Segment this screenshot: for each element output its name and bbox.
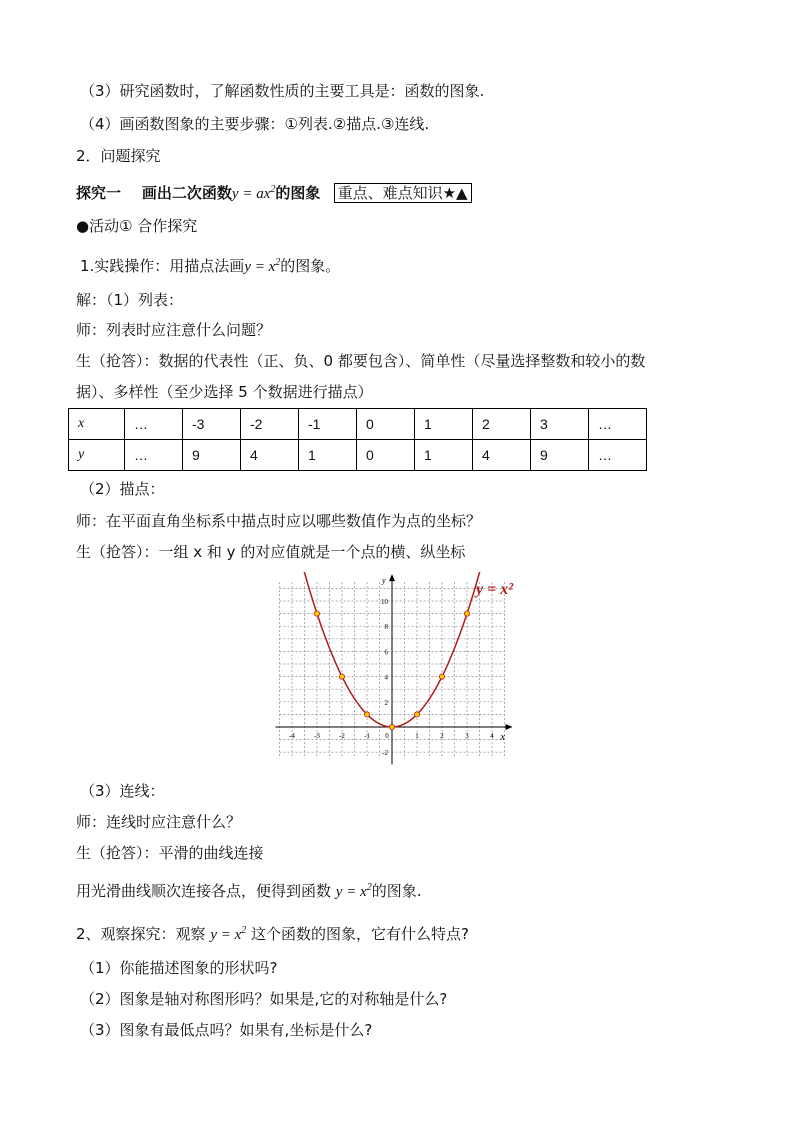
question-2: （2）图象是轴对称图形吗？如果是,它的对称轴是什么? [80,990,448,1008]
data-point [414,712,419,717]
x-axis-arrow-icon [506,724,513,730]
table-cell: 9 [183,440,241,471]
table-cell: … [125,409,183,440]
intro-item-4: （4）画函数图象的主要步骤：①列表.②描点.③连线. [80,115,430,133]
table-cell: -2 [241,409,299,440]
step-3: （3）连线： [80,782,165,800]
section-title: 2．问题探究 [76,147,161,165]
teacher-question-1: 师：列表时应注意什么问题？ [76,321,272,339]
explore-formula: $y = ax^2$ [231,184,276,202]
data-point [364,712,369,717]
x-tick-label: -2 [339,732,345,740]
table-cell: -1 [299,409,357,440]
table-cell: … [125,440,183,471]
x-tick-label: 3 [465,732,469,740]
chart-axes [276,574,513,764]
question-1: （1）你能描述图象的形状吗? [80,959,278,977]
x-axis-label: x [500,732,505,743]
chart-title: y = x² [476,581,514,598]
student-answer-2: 生（抢答）：一组 x 和 y 的对应值就是一个点的横、纵坐标 [76,543,466,561]
value-table [68,408,647,471]
x-tick-label: -1 [364,732,370,740]
step-2: （2）描点： [80,480,165,498]
table-cell: 0 [357,440,415,471]
table-cell: 1 [299,440,357,471]
y-tick-label: 4 [384,673,388,682]
teacher-question-2: 师：在平面直角坐标系中描点时应以哪些数值作为点的坐标？ [76,512,482,530]
key-point-badge: 重点、难点知识★▲ [334,183,472,203]
data-point [339,674,344,679]
data-point [464,611,469,616]
table-cell: 4 [473,440,531,471]
observe-prompt: 2、观察探究：观察 $y = x^2$ 这个函数的图象，它有什么特点? [76,925,469,943]
activity-heading: ●活动① 合作探究 [76,217,198,235]
x-tick-label: 4 [490,732,494,740]
table-cell: x [69,409,125,440]
student-answer-1-line-1: 生（抢答）：数据的代表性（正、负、0 都要包含）、简单性（尽量选择整数和较小的数 [76,352,646,370]
table-cell: … [589,409,647,440]
table-cell: 3 [531,409,589,440]
table-cell: 2 [473,409,531,440]
table-cell: -3 [183,409,241,440]
y-tick-label: 2 [384,698,388,707]
parabola-chart [262,572,532,768]
explore-heading [76,179,472,205]
x-tick-label: -4 [289,732,295,740]
solution-step-1: 解：（1）列表： [76,291,184,309]
y-tick-label: 6 [384,648,388,657]
data-point [389,724,394,729]
student-answer-1-line-2: 据）、多样性（至少选择 5 个数据进行描点） [76,383,373,401]
explore-title-post: 的图象 [275,184,321,202]
question-3: （3）图象有最低点吗？如果有,坐标是什么? [80,1021,373,1039]
table-row-x [69,409,647,440]
table-cell: 1 [415,440,473,471]
table-row-y [69,440,647,471]
data-point [314,611,319,616]
y-tick-label: 8 [384,623,388,632]
conclusion: 用光滑曲线顺次连接各点，便得到函数 $y = x^2$的图象. [76,882,422,900]
explore-label: 探究一 [76,184,122,202]
x-tick-label: 0 [385,732,389,740]
table-cell: 4 [241,440,299,471]
teacher-question-3: 师：连线时应注意什么？ [76,813,242,831]
data-point [439,674,444,679]
explore-title-pre: 画出二次函数 [141,184,232,202]
x-tick-label: 2 [440,732,444,740]
table-cell: 1 [415,409,473,440]
x-tick-label: 1 [415,732,419,740]
student-answer-3: 生（抢答）：平滑的曲线连接 [76,844,264,862]
table-cell: … [589,440,647,471]
table-cell: 0 [357,409,415,440]
practice-text: 1.实践操作：用描点法画$y = x^2$的图象。 [80,257,341,275]
y-tick-label: 10 [381,598,388,606]
intro-item-3: （3）研究函数时，了解函数性质的主要工具是：函数的图象. [80,82,485,100]
table-cell: 9 [531,440,589,471]
x-tick-label: -3 [314,732,320,740]
y-axis-arrow-icon [389,574,395,581]
table-cell: y [69,440,125,471]
y-axis-label: y [382,576,386,586]
y-tick-label: -2 [382,749,388,758]
